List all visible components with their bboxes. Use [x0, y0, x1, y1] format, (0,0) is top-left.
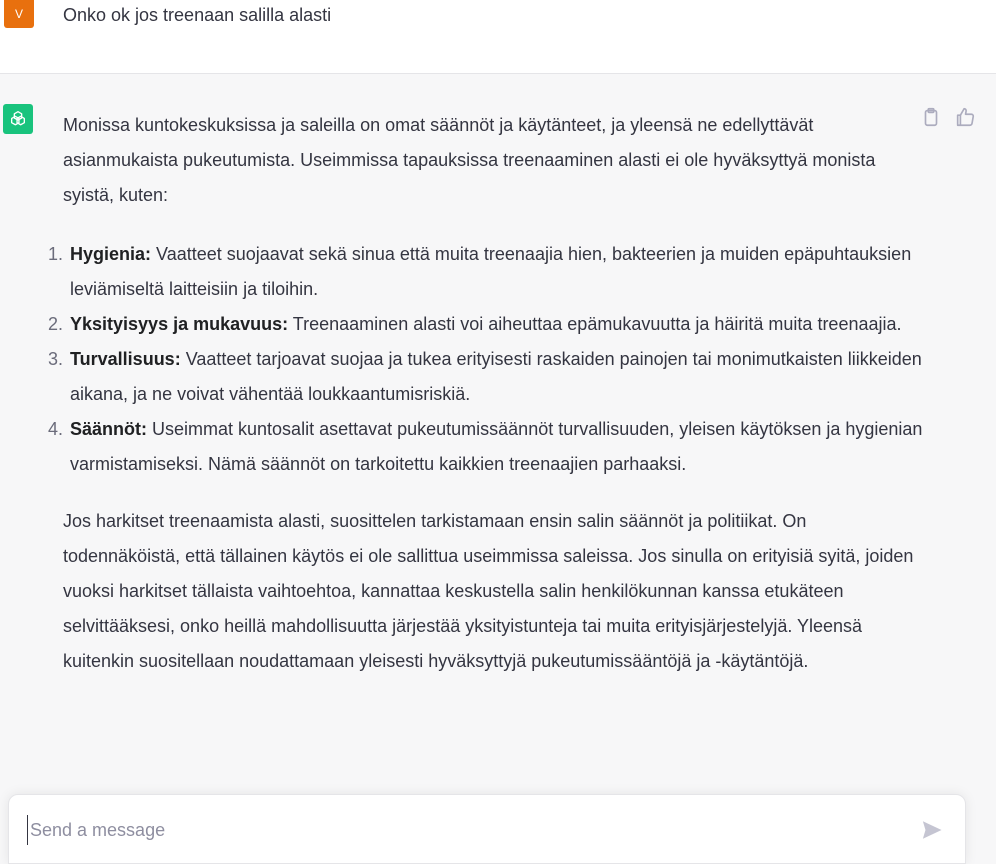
list-item-text: Vaatteet tarjoavat suojaa ja tukea erityisesti raskaiden painojen tai monimutkaisten liikkeiden aikana, ja ne voivat vähentää loukkaantumisriskiä.: [70, 349, 922, 404]
send-icon: [921, 819, 943, 841]
assistant-avatar: [3, 104, 33, 134]
list-item: [48, 412, 923, 482]
list-item-text: Vaatteet suojaavat sekä sinua että muita treenaajia hien, bakteerien ja muiden epäpuhtauksien leviämiseltä laitteisiin ja tiloihin.: [70, 244, 912, 299]
list-item-title: Turvallisuus:: [70, 349, 181, 369]
list-item-title: Yksityisyys ja mukavuus:: [70, 314, 289, 334]
assistant-message-text: [48, 108, 923, 679]
list-item-text: Useimmat kuntosalit asettavat pukeutumissäännöt turvallisuuden, yleisen käytöksen ja hygienian varmistamiseksi. Nämä säännöt on tarkoitettu kaikkien treenaajien parhaaksi.: [70, 419, 923, 474]
list-item-title: Säännöt:: [70, 419, 148, 439]
list-number: 3.: [48, 349, 64, 369]
user-avatar: V: [4, 0, 34, 28]
clipboard-icon[interactable]: [920, 106, 942, 128]
assistant-outro-paragraph: Jos harkitset treenaamista alasti, suosittelen tarkistamaan ensin salin säännöt ja politiikat. On todennäköistä, että tällainen käytös ei ole sallittua useimmissa saleissa. Jos sinulla on erityisiä syitä, joiden vuoksi harkitset tällaista vaihtoehtoa, kannattaa keskustella salin henkilökunnan kanssa etukäteen selvittääksesi, onko heillä mahdollisuutta järjestää yksityistunteja tai muita erityisjärjestelyjä. Yleensä kuitenkin suositellaan noudattamaan yleisesti hyväksyttyjä pukeutumissääntöjä ja -käytäntöjä.: [63, 511, 914, 671]
assistant-intro-paragraph: Monissa kuntokeskuksissa ja saleilla on omat säännöt ja käytänteet, ja yleensä ne edellyttävät asianmukaista pukeutumista. Useimmissa tapauksissa treenaaminen alasti ei ole hyväksyttyä monista syistä, kuten:: [63, 115, 876, 205]
assistant-message-row: [0, 74, 996, 864]
message-input[interactable]: [27, 815, 890, 845]
message-composer: [8, 794, 966, 864]
list-number: 2.: [48, 314, 64, 334]
message-actions: [920, 106, 976, 128]
thumbs-up-icon[interactable]: [954, 106, 976, 128]
list-item-title: Hygienia:: [70, 244, 152, 264]
list-number: 1.: [48, 244, 64, 264]
send-button[interactable]: [921, 819, 943, 841]
list-item: [48, 342, 923, 412]
openai-logo-icon: [8, 109, 28, 129]
list-number: 4.: [48, 419, 64, 439]
user-message-row: [0, 0, 996, 74]
list-item-text: Treenaaminen alasti voi aiheuttaa epämukavuutta ja häiritä muita treenaajia.: [288, 314, 902, 334]
user-message-text: Onko ok jos treenaan salilla alasti: [63, 5, 332, 25]
list-item: [48, 307, 923, 342]
reasons-list: [48, 237, 923, 482]
list-item: [48, 237, 923, 307]
